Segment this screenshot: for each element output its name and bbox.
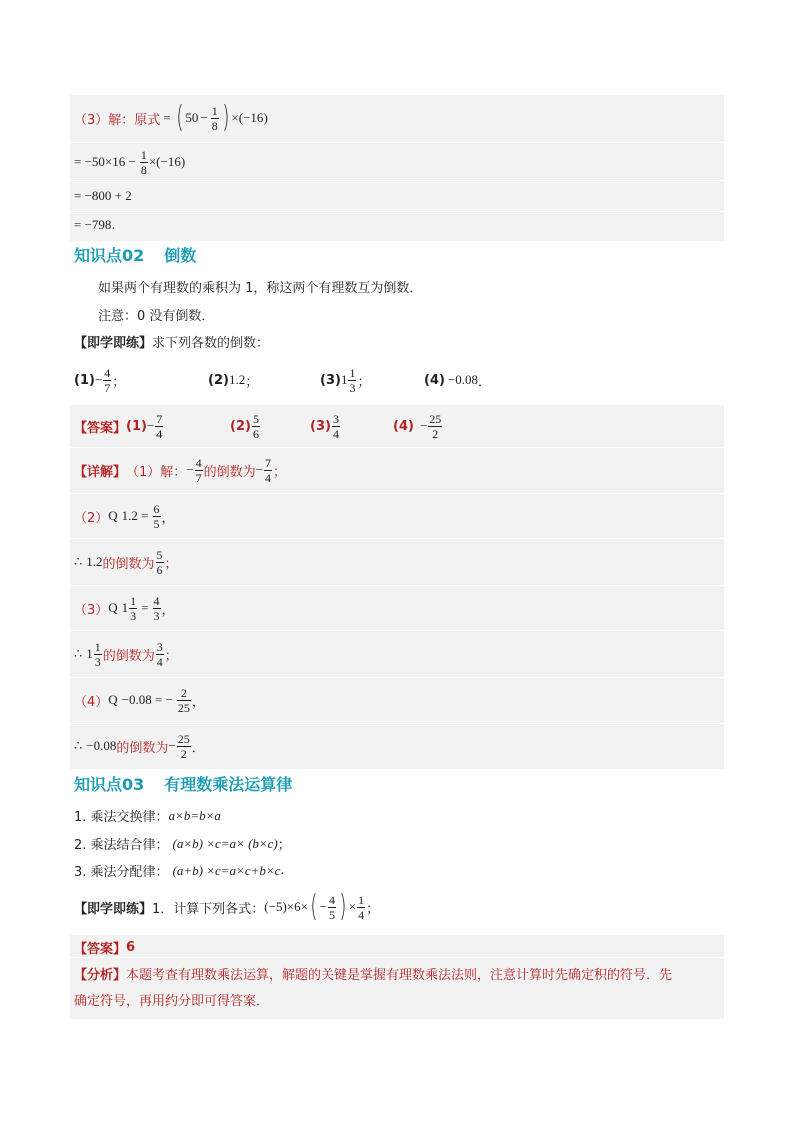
- expression: 1.2 =: [121, 508, 149, 523]
- fraction: $\frac{4}{7}$: [195, 455, 202, 485]
- expression: −0.08: [86, 738, 117, 753]
- detail-row-4: [74, 590, 175, 626]
- because-symbol: Q: [108, 508, 118, 523]
- divider: [70, 211, 724, 212]
- punct: ；: [164, 556, 178, 572]
- answer-tag: 【答案】: [74, 942, 127, 957]
- fraction: $\frac{3}{4}$: [332, 411, 339, 441]
- paren-group: (−16): [238, 110, 268, 125]
- answer-row: [393, 408, 443, 444]
- fraction: $\frac{1}{3}$: [349, 365, 356, 395]
- solution-label: （3）解：原式: [74, 112, 161, 128]
- practice-text: 1．计算下列各式：: [152, 901, 265, 917]
- detail-row-7: [74, 727, 205, 765]
- fraction: $\frac{6}{5}$: [153, 501, 160, 531]
- divider: [70, 677, 724, 678]
- section-title: 有理数乘法运算律: [164, 775, 293, 794]
- detail-row-3: [74, 543, 178, 581]
- practice-tag: 【即学即练】: [74, 901, 153, 917]
- therefore-symbol: ∴: [74, 646, 83, 661]
- punct: ，: [161, 510, 175, 526]
- punct: ；: [277, 838, 291, 853]
- divider: [70, 585, 724, 586]
- question-label: (2): [208, 372, 229, 388]
- detail-text: 的倒数为: [116, 740, 169, 756]
- section-title: 倒数: [164, 246, 197, 265]
- punct: ；: [245, 374, 259, 390]
- fraction: $\frac{5}{6}$: [156, 547, 163, 577]
- analysis-line-2: [74, 990, 269, 1009]
- analysis-tag: 【分析】: [74, 968, 127, 983]
- definition-text: 如果两个有理数的乘积为 1，称这两个有理数互为倒数．: [98, 281, 423, 296]
- divider: [70, 493, 724, 494]
- answer-label: (4): [393, 418, 414, 434]
- rule-expression: (a+b) ×c=a×c+b×c: [172, 862, 281, 878]
- times: ×: [348, 899, 357, 914]
- number: 50: [185, 110, 199, 125]
- detail-label: （3）: [74, 602, 109, 618]
- punct: ，: [191, 694, 205, 710]
- fraction: $\frac{25}{2}$: [429, 411, 442, 441]
- section-number: 知识点02: [74, 246, 145, 265]
- rule-line-1: [74, 806, 221, 825]
- fraction: $\frac{7}{4}$: [265, 455, 271, 485]
- answer-row: [310, 408, 341, 444]
- practice-line: [74, 332, 269, 351]
- whole-number: 1: [340, 372, 348, 387]
- fraction: $\frac{1}{3}$: [130, 593, 137, 623]
- detail-row-2: [74, 498, 175, 534]
- answer-row: [230, 408, 261, 444]
- expression: −0.08 = −: [121, 692, 173, 707]
- solution-line-1: [74, 100, 268, 136]
- divider: [70, 723, 724, 724]
- question-value: −0.08: [447, 372, 479, 387]
- fraction: $\frac{4}{3}$: [153, 593, 160, 623]
- divider: [70, 142, 724, 143]
- fraction: $\frac{2}{25}$: [177, 685, 190, 715]
- question-label: (1): [74, 372, 95, 388]
- rule-line-2: [74, 834, 291, 853]
- minus: −: [255, 462, 263, 477]
- minus: −: [319, 899, 328, 914]
- section-number: 知识点03: [74, 775, 145, 794]
- solution-line-2: [74, 146, 185, 178]
- question-row: [74, 363, 125, 397]
- detail-tag: 【详解】: [74, 464, 127, 480]
- detail-label: （4）: [74, 694, 109, 710]
- fraction: $\frac{1}{4}$: [358, 892, 365, 922]
- analysis-text: 本题考查有理数乘法运算，解题的关键是掌握有理数乘法法则，注意计算时先确定积的符号．先: [126, 968, 673, 983]
- answer-label: (3): [310, 418, 331, 434]
- punct: ；: [164, 648, 178, 664]
- fraction: $\frac{5}{6}$: [252, 411, 259, 441]
- minus: −: [146, 418, 155, 433]
- answer-value: 6: [126, 940, 136, 955]
- divider: [70, 630, 724, 631]
- expression: = −800 + 2: [74, 188, 132, 203]
- fraction: $\frac{4}{7}$: [104, 365, 111, 395]
- whole-number: 1: [121, 600, 129, 615]
- punct: ；: [366, 901, 380, 917]
- section-heading-kp02: [74, 243, 196, 266]
- question-row: [320, 363, 370, 397]
- note-text: 注意：0 没有倒数．: [98, 309, 215, 324]
- detail-row-5: [74, 635, 178, 673]
- expression: (−5)×6×: [264, 899, 308, 914]
- rule-label: 1. 乘法交换律：: [74, 810, 169, 825]
- fraction: $\frac{1}{8}$: [211, 103, 218, 133]
- punct: ，: [161, 602, 175, 618]
- punct: .: [280, 863, 285, 878]
- practice-line-2: [74, 887, 379, 927]
- rule-line-3: [74, 861, 285, 880]
- solution-line-3: [74, 186, 132, 206]
- punct: ．: [191, 740, 205, 756]
- answer-row: [74, 408, 164, 444]
- left-paren: (: [310, 889, 318, 924]
- fraction: $\frac{4}{5}$: [329, 892, 336, 922]
- detail-row-6: [74, 681, 205, 719]
- times: ×: [231, 110, 239, 125]
- minus: −: [200, 110, 208, 125]
- detail-label: （1）解：: [126, 464, 187, 480]
- detail-text: 的倒数为: [102, 648, 155, 664]
- answer-label: (1): [126, 418, 147, 434]
- section-heading-kp03: [74, 772, 292, 795]
- therefore-symbol: ∴: [74, 554, 83, 569]
- expression: ×(−16): [148, 154, 186, 169]
- question-row: [208, 363, 258, 397]
- therefore-symbol: ∴: [74, 738, 83, 753]
- question-row: [424, 363, 491, 397]
- expression: = −50×16 −: [74, 154, 136, 169]
- minus: −: [419, 418, 428, 433]
- practice-tag: 【即学即练】: [74, 336, 153, 351]
- punct: ．: [478, 374, 492, 390]
- because-symbol: Q: [108, 692, 118, 707]
- detail-text: 的倒数为: [203, 464, 256, 480]
- divider: [70, 180, 724, 181]
- punct: ；: [112, 374, 126, 390]
- punct: ；: [273, 464, 287, 480]
- equals: =: [163, 110, 171, 125]
- divider: [70, 447, 724, 448]
- right-paren: ): [339, 889, 347, 924]
- analysis-text: 确定符号，再用约分即可得答案．: [74, 994, 270, 1009]
- answer-tag: 【答案】: [74, 420, 127, 436]
- fraction: $\frac{1}{8}$: [140, 147, 147, 177]
- fraction: $\frac{1}{3}$: [94, 639, 101, 669]
- right-paren: ): [222, 100, 230, 135]
- fraction: $\frac{7}{4}$: [156, 411, 163, 441]
- expression: 1.2: [86, 554, 103, 569]
- period: .: [111, 217, 116, 233]
- minus: −: [186, 462, 194, 477]
- answer-line-2: [74, 938, 135, 957]
- minus: −: [168, 738, 176, 753]
- practice-text: 求下列各数的倒数：: [152, 336, 270, 351]
- divider: [70, 538, 724, 539]
- expression: = −798: [74, 217, 112, 232]
- rule-expression: a×b=b×a: [168, 807, 221, 823]
- rule-expression: (a×b) ×c=a× (b×c): [172, 835, 278, 851]
- punct: ；: [357, 374, 371, 390]
- whole-number: 1: [86, 646, 93, 661]
- question-value: 1.2: [228, 372, 246, 387]
- divider: [70, 957, 724, 958]
- because-symbol: Q: [108, 600, 118, 615]
- fraction: $\frac{25}{2}$: [177, 731, 190, 761]
- detail-row-1: [74, 452, 286, 488]
- solution-line-4: [74, 215, 116, 235]
- rule-label: 3. 乘法分配律：: [74, 865, 169, 880]
- detail-label: （2）: [74, 510, 109, 526]
- answer-label: (2): [230, 418, 251, 434]
- question-label: (4): [424, 372, 445, 388]
- rule-label: 2. 乘法结合律：: [74, 838, 169, 853]
- question-label: (3): [320, 372, 341, 388]
- detail-text: 的倒数为: [102, 556, 155, 572]
- minus: −: [94, 372, 103, 387]
- equals: =: [141, 600, 149, 615]
- fraction: $\frac{3}{4}$: [156, 639, 163, 669]
- left-paren: (: [175, 100, 183, 135]
- analysis-line-1: [74, 964, 672, 983]
